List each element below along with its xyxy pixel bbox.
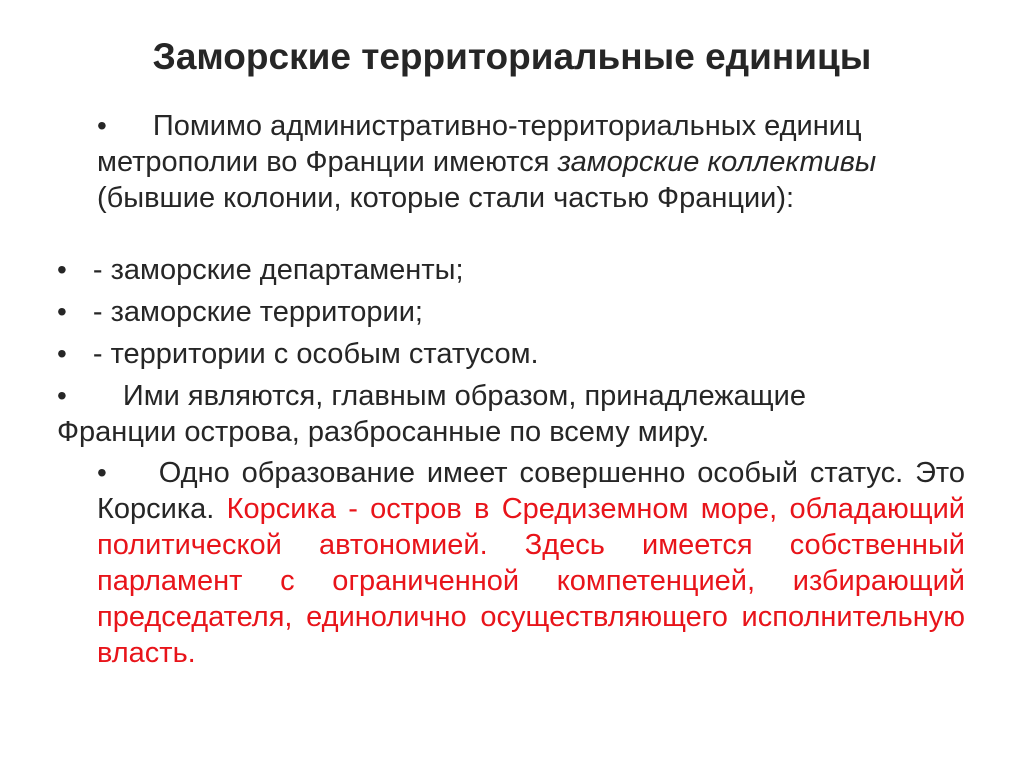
intro-text-b: (бывшие колонии, которые стали частью Франции): xyxy=(97,182,795,214)
slide-title: Заморские территориальные единицы xyxy=(152,36,872,77)
islands-text: Ими являются, главным образом, принадлежащие Франции острова, разбросанные по всему миру. xyxy=(57,380,806,448)
bullet-icon: • xyxy=(57,380,67,411)
list-item xyxy=(57,294,423,330)
list-item xyxy=(57,252,464,288)
bullet-icon: • xyxy=(97,110,107,141)
intro-text-a: Помимо административно-территориальных единиц метрополии во Франции имеются xyxy=(97,110,862,178)
list-item-text: - территории с особым статусом. xyxy=(92,338,539,370)
paragraph-islands xyxy=(57,378,917,450)
list-item xyxy=(57,336,539,372)
paragraph-corsica xyxy=(97,455,965,671)
corsica-text-dark: Одно образование имеет совершенно особый статус. Это Корсика. xyxy=(97,457,966,525)
paragraph-intro xyxy=(97,108,917,216)
corsica-text-red: Корсика - остров в Средиземном море, обладающий политической автономией. Здесь имеется собственный парламент с ограниченной компетенцией, избирающий председателя, единолично осуществляющего исполнительную власть. xyxy=(97,493,965,669)
intro-italic: заморские коллективы xyxy=(557,146,877,178)
bullet-icon: • xyxy=(57,254,67,285)
list-item-text: - заморские департаменты; xyxy=(92,254,464,286)
list-item-text: - заморские территории; xyxy=(92,296,423,328)
bullet-icon: • xyxy=(97,457,107,488)
bullet-icon: • xyxy=(57,338,67,369)
bullet-icon: • xyxy=(57,296,67,327)
